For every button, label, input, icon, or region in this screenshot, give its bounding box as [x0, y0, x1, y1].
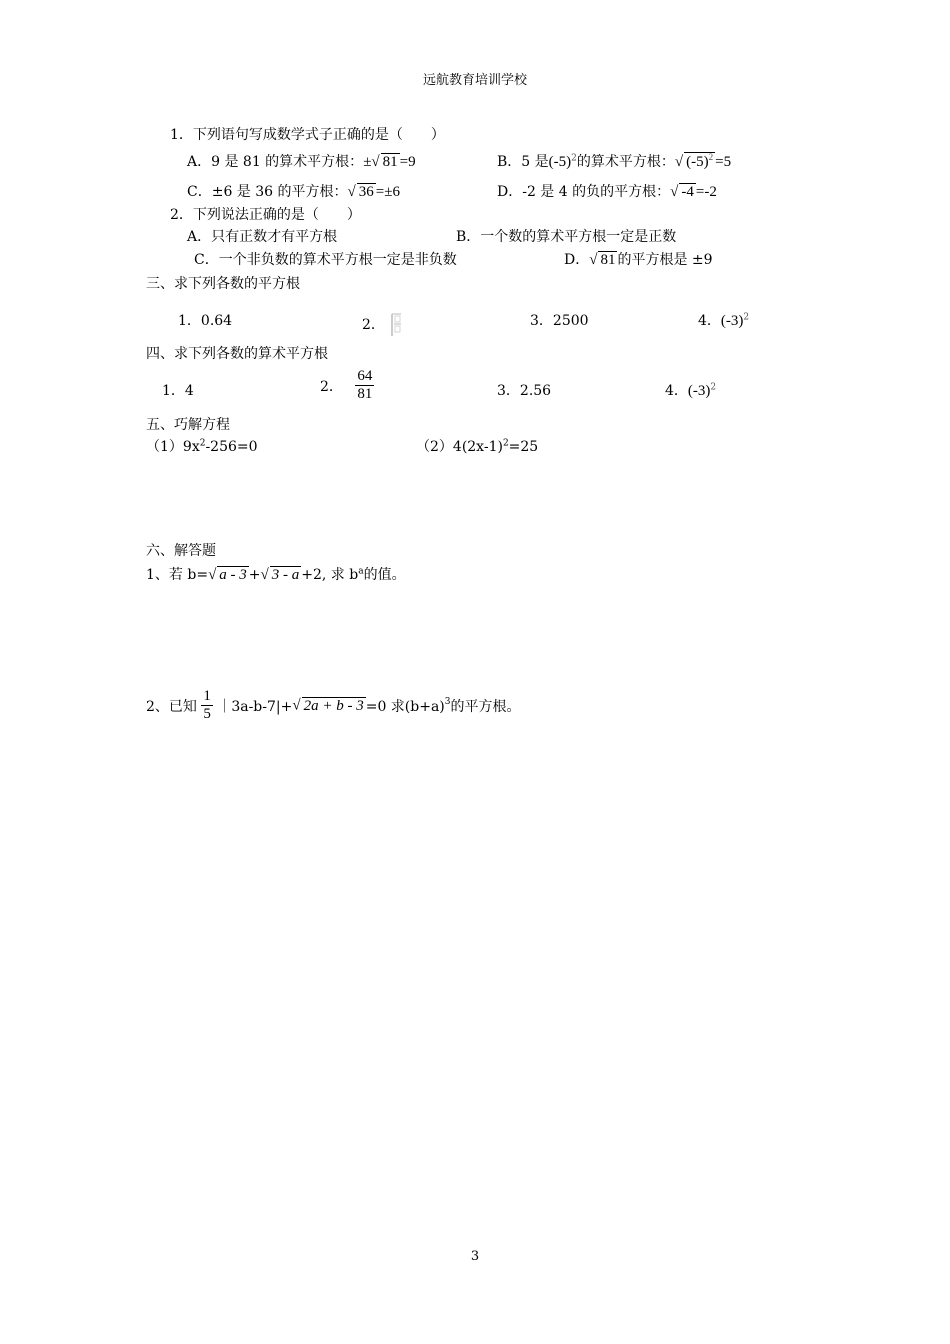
page-header: 远航教育培训学校 [422, 73, 527, 88]
q1-b-pow: (-5) [548, 154, 572, 170]
q1-a-radicand: 81 [382, 154, 398, 170]
p1-radicand-1: a - 3 [219, 567, 247, 583]
q1-c-radicand: 36 [358, 184, 374, 200]
q1-d-rhs: =-2 [695, 184, 717, 200]
q1-d-radicand: -4 [681, 184, 694, 200]
section-4-heading: 四、求下列各数的算术平方根 [146, 346, 328, 362]
q1-b-text-2: 的算术平方根： [576, 154, 675, 170]
q1-b-text-1: B．5 是 [497, 154, 549, 170]
sqrt-symbol: √ [260, 567, 269, 583]
q2-option-d [564, 249, 713, 269]
s3-item-3: 3．2500 [530, 313, 589, 329]
section-3-heading: 三、求下列各数的平方根 [146, 276, 300, 292]
q1-b-exp: 2 [571, 153, 577, 164]
q1-option-a [187, 151, 416, 171]
s4-item-3: 3．2.56 [497, 383, 552, 399]
q2-stem: 2．下列说法正确的是（ ） [170, 207, 361, 223]
q2-option-a: A．只有正数才有平方根 [187, 229, 338, 245]
q1-a-rhs: =9 [399, 154, 416, 170]
q1-option-b [497, 151, 731, 171]
s3-item-4: 4．$(-3)^2$ [698, 312, 750, 329]
q2-option-c: C．一个非负数的算术平方根一定是非负数 [194, 252, 457, 268]
q1-d-text: D．-2 是 4 的负的平方根： [497, 184, 671, 200]
s4-item-1: 1．4 [162, 383, 194, 399]
q1-stem: 1．下列语句写成数学式子正确的是（ ） [170, 127, 445, 143]
q2-d-text: D． [564, 252, 590, 268]
s6-problem-1: 1、若 b=√ a - 3 +√ 3 - a +2, 求 $b^a$的值。 [146, 566, 406, 583]
s4-item-2: 2． $\frac{64}{81}$ [320, 368, 373, 403]
sqrt-symbol: √ [589, 252, 598, 268]
q1-option-c [187, 181, 400, 201]
sqrt-symbol: √ [371, 154, 380, 170]
p1-radicand-2: 3 - a [271, 567, 300, 583]
q1-b-radicand: $(-5)^2$ [686, 152, 714, 170]
q2-option-b: B．一个数的算术平方根一定是正数 [456, 229, 677, 245]
q1-option-d [497, 181, 717, 201]
s6-problem-2: 2、已知 $\frac{1}{5}$ ｜3a-b-7|+√ 2a + b - 3 =0 求$(b+a)^3$的平方根。 [146, 688, 521, 723]
q1-c-text: C．±6 是 36 的平方根： [187, 184, 348, 200]
q1-a-pm: ± [363, 154, 372, 170]
q2-d-rest: 的平方根是 ±9 [617, 252, 713, 268]
section-6-heading: 六、解答题 [146, 543, 216, 559]
sqrt-symbol: √ [292, 697, 301, 714]
section-5-heading: 五、巧解方程 [146, 417, 230, 433]
p2-radicand: 2a + b - 3 [303, 698, 364, 714]
s5-equation-1: $(1)9x^2-256=0$ [146, 438, 258, 455]
s5-equation-2: $(2)4(2x-1)^2=25$ [416, 438, 539, 455]
sqrt-symbol: √ [670, 184, 679, 200]
q2-d-radicand: 81 [600, 252, 616, 268]
sqrt-symbol: √ [208, 567, 217, 583]
sqrt-symbol: √ [674, 154, 684, 170]
faint-fraction-image [389, 310, 405, 340]
q1-a-text: A．9 是 81 的算术平方根： [187, 154, 364, 170]
s4-item-4: 4．$(-3)^2$ [665, 382, 717, 399]
q1-b-rhs: =5 [715, 154, 732, 170]
fraction: $\frac{64}{81}$ [357, 368, 373, 403]
page-number: 3 [470, 1249, 480, 1264]
sqrt-symbol: √ [347, 184, 356, 200]
q1-c-rhs: =±6 [375, 184, 400, 200]
s3-item-1: 1．0.64 [178, 313, 233, 329]
s3-item-2: 2． [362, 310, 405, 340]
fraction: $\frac{1}{5}$ [203, 688, 211, 723]
